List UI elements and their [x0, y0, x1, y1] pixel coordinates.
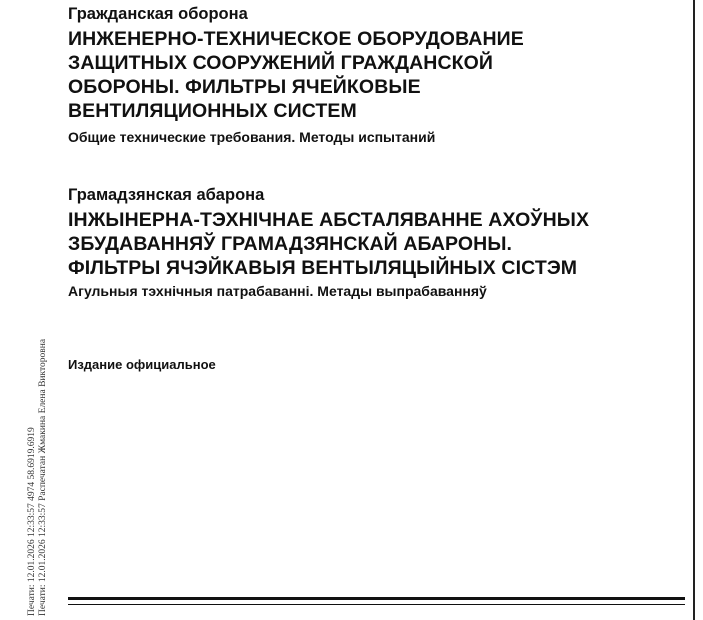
title-line: ОБОРОНЫ. ФИЛЬТРЫ ЯЧЕЙКОВЫЕ [68, 76, 421, 98]
bottom-rule-thin [68, 604, 685, 605]
title-line: ВЕНТИЛЯЦИОННЫХ СИСТЕМ [68, 100, 357, 122]
subtitle-by: Агульныя тэхнічныя патрабаванні. Метады выпрабаванняў [68, 283, 487, 299]
print-stamp [27, 339, 49, 616]
russian-title-block [68, 4, 678, 146]
print-stamp-line: Печати: 12.01.2026 12:33:57 Распечатан Жмакина Елена Викторовна [38, 338, 48, 616]
subtitle-ru: Общие технические требования. Методы испытаний [68, 129, 436, 145]
main-title-ru [68, 27, 678, 123]
edition-label: Издание официальное [68, 357, 216, 372]
bottom-rule-thick [68, 597, 685, 600]
section-label-ru: Гражданская оборона [68, 5, 248, 23]
title-line: ИНЖЕНЕРНО-ТЕХНИЧЕСКОЕ ОБОРУДОВАНИЕ [68, 28, 524, 50]
section-label-by: Грамадзянская абарона [68, 186, 265, 204]
belarusian-title-block [68, 185, 678, 300]
print-stamp-line: Печати: 12.01.2026 12:33:57 4974 58.6919.6919 [27, 427, 37, 616]
title-line: ЗБУДАВАННЯЎ ГРАМАДЗЯНСКАЙ АБАРОНЫ. [68, 233, 513, 255]
main-title-by [68, 208, 678, 280]
page-right-border [693, 0, 695, 620]
title-line: ФІЛЬТРЫ ЯЧЭЙКАВЫЯ ВЕНТЫЛЯЦЫЙНЫХ СІСТЭМ [68, 257, 578, 279]
title-line: ЗАЩИТНЫХ СООРУЖЕНИЙ ГРАЖДАНСКОЙ [68, 52, 494, 74]
title-line: ІНЖЫНЕРНА-ТЭХНІЧНАЕ АБСТАЛЯВАННЕ АХОЎНЫХ [68, 209, 590, 231]
